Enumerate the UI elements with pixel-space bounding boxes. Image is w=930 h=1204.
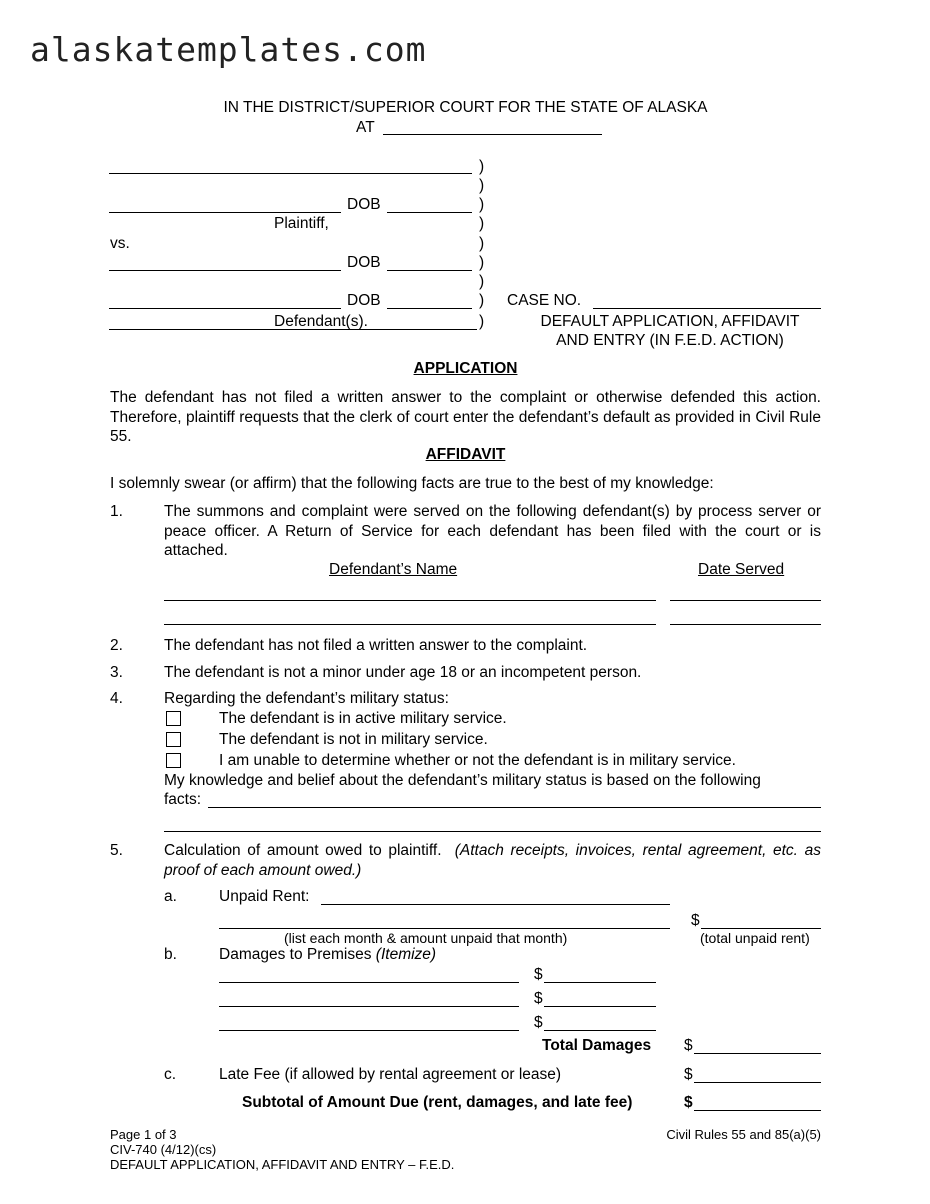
damages-label-text: Damages to Premises: [219, 946, 372, 963]
caption-paren: ): [479, 273, 485, 290]
footer-rules: Civil Rules 55 and 85(a)(5): [666, 1127, 821, 1142]
item5-text: [164, 841, 821, 880]
total-rent-dollar: $: [691, 912, 700, 929]
application-text: The defendant has not filed a written answer to the complaint or otherwise defended this action. Therefore, plaintiff requests that the clerk of court enter the defendant’s default as provided in Civil Rule 55.: [110, 389, 821, 445]
caption-paren: ): [479, 254, 485, 271]
caption-paren: ): [479, 235, 485, 252]
vs-label: vs.: [110, 235, 130, 252]
plaintiff-name-field-2[interactable]: [109, 212, 341, 213]
defendant1-dob-label: DOB: [347, 254, 381, 271]
served-defendant-name-field-2[interactable]: [164, 624, 656, 625]
doc-title-line1: DEFAULT APPLICATION, AFFIDAVIT: [540, 313, 800, 330]
defendant1-dob-field[interactable]: [387, 270, 472, 271]
item5-number: 5.: [110, 842, 123, 859]
footer-page: Page 1 of 3: [110, 1127, 177, 1142]
damages-itemize: (Itemize): [375, 946, 437, 963]
served-date-field-2[interactable]: [670, 624, 821, 625]
damage-amount-field-2[interactable]: [544, 1006, 656, 1007]
damages-label: [219, 946, 436, 964]
footer-form-number: CIV-740 (4/12)(cs): [110, 1142, 217, 1157]
subtotal-field[interactable]: [694, 1110, 821, 1111]
item5a-letter: a.: [164, 888, 177, 905]
item1-number: 1.: [110, 503, 123, 520]
defendants-label: Defendant(s).: [274, 313, 368, 330]
item5-text-main: Calculation of amount owed to plaintiff.: [164, 842, 442, 859]
item4-text: Regarding the defendant’s military status:: [164, 690, 449, 707]
defendant2-dob-field[interactable]: [387, 308, 472, 309]
item3-text: The defendant is not a minor under age 18 or an incompetent person.: [164, 664, 642, 681]
unpaid-rent-field-1[interactable]: [321, 904, 670, 905]
active-service-label: The defendant is in active military service.: [219, 710, 507, 727]
damage-amount-field-1[interactable]: [544, 982, 656, 983]
total-rent-note: (total unpaid rent): [700, 930, 810, 946]
item5c-letter: c.: [164, 1066, 177, 1083]
watermark: alaskatemplates.com: [30, 30, 427, 69]
damage-dollar-1: $: [534, 966, 543, 983]
unable-to-determine-checkbox[interactable]: [166, 753, 181, 768]
item5b-letter: b.: [164, 946, 177, 963]
plaintiff-dob-label: DOB: [347, 196, 381, 213]
served-defendant-name-field-1[interactable]: [164, 600, 656, 601]
unpaid-rent-label: Unpaid Rent:: [219, 888, 310, 905]
item2-number: 2.: [110, 637, 123, 654]
total-damages-dollar: $: [684, 1037, 693, 1054]
item2-text: The defendant has not filed a written answer to the complaint.: [164, 637, 588, 654]
plaintiff-dob-field[interactable]: [387, 212, 472, 213]
court-location-field[interactable]: [383, 134, 602, 135]
application-heading: APPLICATION: [413, 360, 518, 377]
case-no-label: CASE NO.: [507, 292, 582, 309]
subtotal-dollar: $: [684, 1094, 693, 1111]
late-fee-label: Late Fee (if allowed by rental agreement or lease): [219, 1066, 562, 1083]
damage-dollar-2: $: [534, 990, 543, 1007]
total-damages-field[interactable]: [694, 1053, 821, 1054]
footer-form-title: DEFAULT APPLICATION, AFFIDAVIT AND ENTRY – F.E.D.: [110, 1157, 455, 1172]
damage-amount-field-3[interactable]: [544, 1030, 656, 1031]
case-no-field[interactable]: [593, 308, 821, 309]
item5-text-italic: (Attach receipts, invoices, rental agreement, etc. as proof of each amount owed.): [164, 842, 821, 879]
col-defendant-name: Defendant’s Name: [329, 561, 458, 578]
caption-paren: ): [479, 215, 485, 232]
doc-title-line2: AND ENTRY (IN F.E.D. ACTION): [556, 332, 784, 349]
late-fee-field[interactable]: [694, 1082, 821, 1083]
military-basis-text: My knowledge and belief about the defendant’s military status is based on the following: [164, 772, 761, 789]
served-date-field-1[interactable]: [670, 600, 821, 601]
late-fee-dollar: $: [684, 1066, 693, 1083]
defendant1-name-field[interactable]: [109, 270, 341, 271]
plaintiff-label: Plaintiff,: [274, 215, 329, 232]
affidavit-intro: I solemnly swear (or affirm) that the following facts are true to the best of my knowledge:: [110, 475, 714, 492]
not-in-service-checkbox[interactable]: [166, 732, 181, 747]
at-label: AT: [356, 119, 375, 136]
damage-item-field-3[interactable]: [219, 1030, 519, 1031]
subtotal-label: Subtotal of Amount Due (rent, damages, and late fee): [242, 1094, 633, 1111]
total-damages-label: Total Damages: [542, 1037, 652, 1054]
plaintiff-name-field-1[interactable]: [109, 173, 472, 174]
caption-paren: ): [479, 158, 485, 175]
court-heading: IN THE DISTRICT/SUPERIOR COURT FOR THE STATE OF ALASKA: [223, 99, 708, 116]
damage-item-field-1[interactable]: [219, 982, 519, 983]
caption-paren: ): [479, 196, 485, 213]
unpaid-rent-note: (list each month & amount unpaid that month): [284, 930, 568, 946]
military-facts-field-2[interactable]: [164, 831, 821, 832]
item1-text: The summons and complaint were served on the following defendant(s) by process server or peace officer. A Return of Service for each defendant has been filed with the court or is attached.: [164, 503, 821, 559]
active-service-checkbox[interactable]: [166, 711, 181, 726]
item3-number: 3.: [110, 664, 123, 681]
not-in-service-label: The defendant is not in military service.: [219, 731, 488, 748]
damage-item-field-2[interactable]: [219, 1006, 519, 1007]
caption-paren: ): [479, 313, 485, 330]
caption-paren: ): [479, 177, 485, 194]
facts-label: facts:: [164, 791, 202, 808]
defendant2-name-field[interactable]: [109, 308, 341, 309]
affidavit-heading: AFFIDAVIT: [425, 446, 506, 463]
col-date-served: Date Served: [698, 561, 785, 578]
caption-paren: ): [479, 292, 485, 309]
unable-to-determine-label: I am unable to determine whether or not the defendant is in military service.: [219, 752, 736, 769]
defendant2-dob-label: DOB: [347, 292, 381, 309]
military-facts-field-1[interactable]: [208, 807, 821, 808]
damage-dollar-3: $: [534, 1014, 543, 1031]
item4-number: 4.: [110, 690, 123, 707]
